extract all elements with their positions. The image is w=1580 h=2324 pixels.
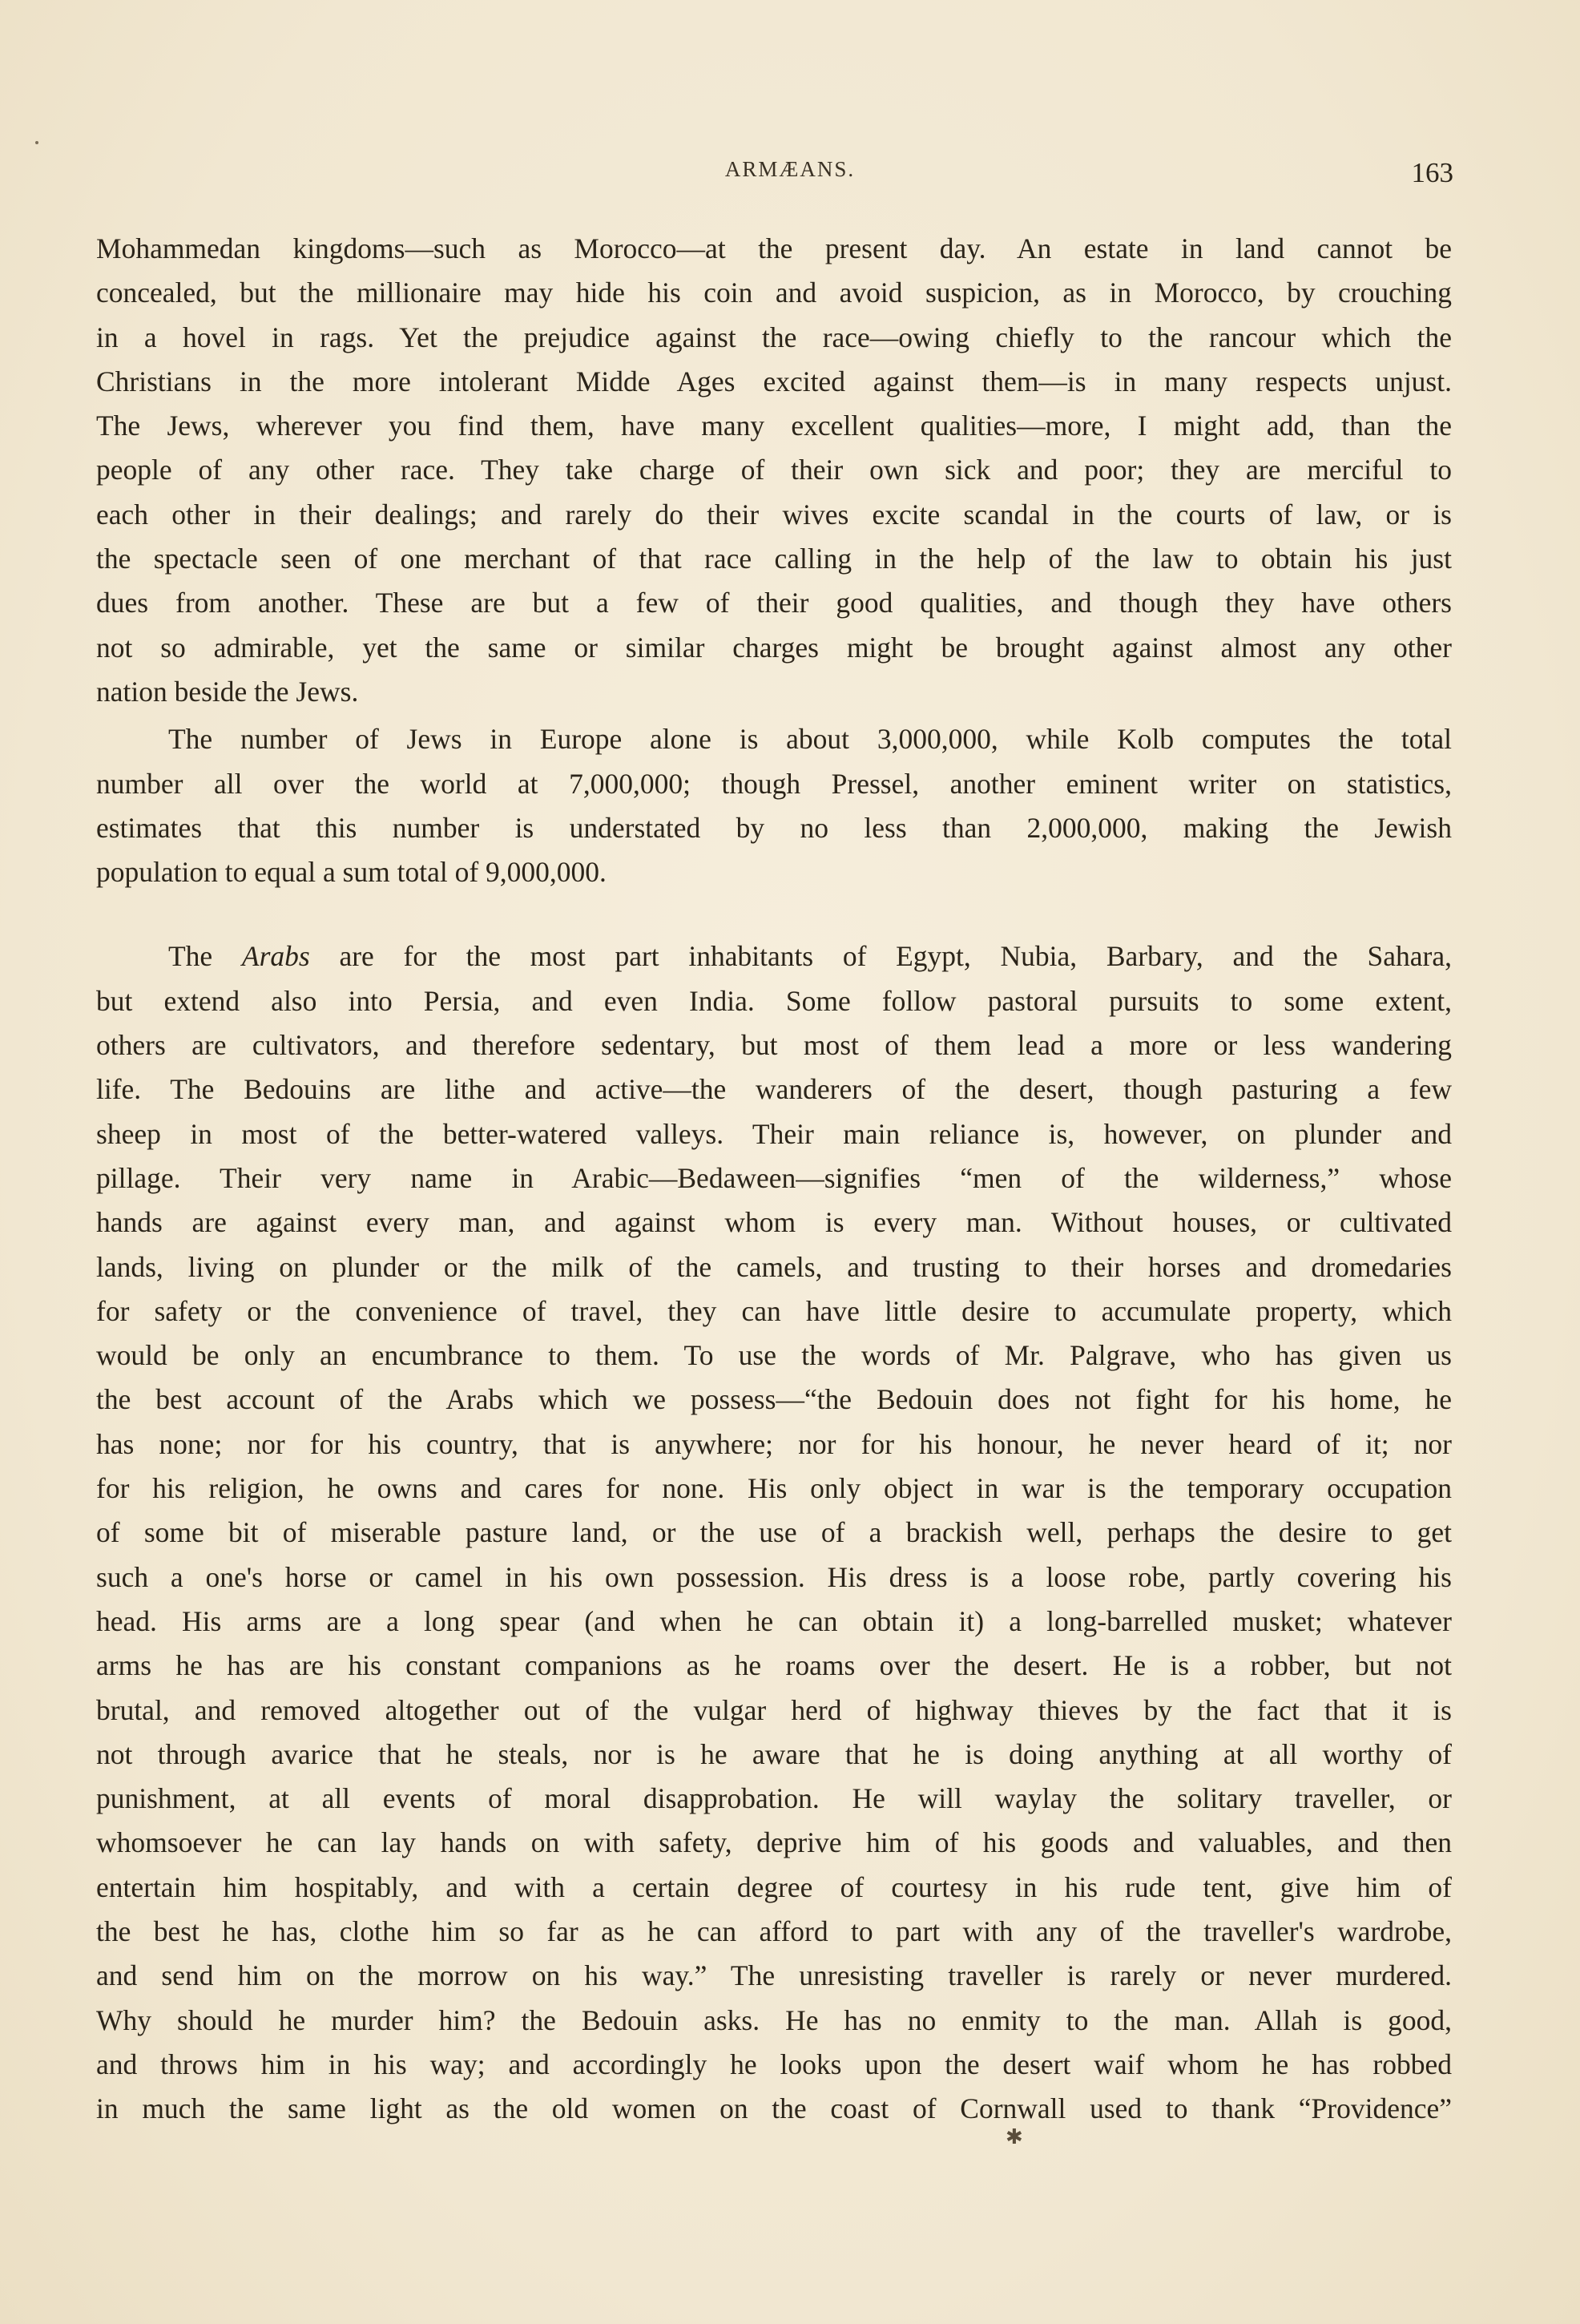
running-head: ARMÆANS.	[724, 157, 856, 181]
paragraph-3-line: the best account of the Arabs which we possess—“the Bedouin does not fight for his home, he	[96, 1383, 1452, 1416]
paragraph-3-line: head. His arms are a long spear (and when he can obtain it) a long-barrelled musket; whatever	[96, 1604, 1452, 1637]
paragraph-3-line: such a one's horse or camel in his own possession. His dress is a loose robe, partly covering his	[96, 1560, 1452, 1593]
paragraph-3-line: for safety or the convenience of travel, they can have little desire to accumulate property, which	[96, 1294, 1452, 1327]
paragraph-1-line: people of any other race. They take charge of their own sick and poor; they are merciful to	[96, 454, 1452, 486]
printer-mark-icon: ✱	[1006, 2125, 1023, 2148]
paragraph-3-line: of some bit of miserable pasture land, or the use of a brackish well, perhaps the desire to get	[96, 1516, 1452, 1549]
paragraph-1-line: concealed, but the millionaire may hide his coin and avoid suspicion, as in Morocco, by crouching	[96, 276, 1452, 309]
paragraph-3-line: and send him on the morrow on his way.” The unresisting traveller is rarely or never murdered.	[96, 1959, 1452, 1992]
body-text	[96, 227, 1452, 2131]
paragraph-2-line: number all over the world at 7,000,000; though Pressel, another eminent writer on statistics,	[96, 767, 1452, 800]
page-number: 163	[1411, 157, 1453, 188]
paragraph-1-line: the spectacle seen of one merchant of that race calling in the help of the law to obtain his just	[96, 543, 1452, 575]
paragraph-2-line: estimates that this number is understated by no less than 2,000,000, making the Jewish	[96, 811, 1452, 844]
paragraph-3-line: arms he has are his constant companions as he roams over the desert. He is a robber, but not	[96, 1649, 1452, 1682]
paragraph-3-line: but extend also into Persia, and even India. Some follow pastoral pursuits to some extent,	[96, 984, 1452, 1017]
paragraph-3-line: Why should he murder him? the Bedouin asks. He has no enmity to the man. Allah is good,	[96, 2003, 1452, 2036]
paragraph-1-line: dues from another. These are but a few of their good qualities, and though they have others	[96, 587, 1452, 619]
paragraph-1-line: Christians in the more intolerant Midde Ages excited against them—is in many respects unjust.	[96, 365, 1452, 397]
paragraph-3-line: punishment, at all events of moral disapprobation. He will waylay the solitary traveller, or	[96, 1782, 1452, 1815]
paragraph-3-line: sheep in most of the better-watered valleys. Their main reliance is, however, on plunder and	[96, 1117, 1452, 1150]
first-line-prefix: The	[168, 940, 242, 973]
paragraph-3-line: the best he has, clothe him so far as he can afford to part with any of the traveller's wardrobe,	[96, 1914, 1452, 1947]
paragraph-1-line: not so admirable, yet the same or similar charges might be brought against almost any other	[96, 631, 1452, 664]
paragraph-3-line: in much the same light as the old women on the coast of Cornwall used to thank “Providence”	[96, 2092, 1452, 2125]
paragraph-3-line: would be only an encumbrance to them. To use the words of Mr. Palgrave, who has given us	[96, 1339, 1452, 1372]
paragraph-3-line: and throws him in his way; and accordingly he looks upon the desert waif whom he has robbed	[96, 2048, 1452, 2080]
paragraph-3-line: life. The Bedouins are lithe and active—the wanderers of the desert, though pasturing a few	[96, 1073, 1452, 1106]
paragraph-3-line: brutal, and removed altogether out of the vulgar herd of highway thieves by the fact that it is	[96, 1693, 1452, 1726]
first-line-suffix: are for the most part inhabitants of Egypt, Nubia, Barbary, and the Sahara,	[309, 940, 1452, 973]
paragraph-3-line: lands, living on plunder or the milk of the camels, and trusting to their horses and dromedaries	[96, 1250, 1452, 1283]
italic-term-arabs: Arabs	[241, 940, 310, 973]
paragraph-3-line: hands are against every man, and against whom is every man. Without houses, or cultivated	[96, 1206, 1452, 1239]
paragraph-3-line: not through avarice that he steals, nor is he aware that he is doing anything at all worthy of	[96, 1737, 1452, 1770]
margin-speck	[35, 141, 38, 144]
paragraph-3-line: whomsoever he can lay hands on with safety, deprive him of his goods and valuables, and then	[96, 1826, 1452, 1859]
paragraph-3-line: for his religion, he owns and cares for none. His only object in war is the temporary occupation	[96, 1472, 1452, 1505]
paragraph-1-line: in a hovel in rags. Yet the prejudice against the race—owing chiefly to the rancour which the	[96, 321, 1452, 353]
paragraph-3-line: pillage. Their very name in Arabic—Bedaween—signifies “men of the wilderness,” whose	[96, 1161, 1452, 1194]
paragraph-2-line: population to equal a sum total of 9,000,000.	[96, 856, 607, 889]
paragraph-3-line: has none; nor for his country, that is anywhere; nor for his honour, he never heard of it; nor	[96, 1427, 1452, 1460]
paragraph-1-line: each other in their dealings; and rarely do their wives excite scandal in the courts of law, or is	[96, 498, 1452, 531]
paragraph-1-line: nation beside the Jews.	[96, 675, 359, 708]
paragraph-2-line: The number of Jews in Europe alone is about 3,000,000, while Kolb computes the total	[168, 723, 1452, 756]
paragraph-1-line: The Jews, wherever you find them, have many excellent qualities—more, I might add, than the	[96, 410, 1452, 442]
paragraph-1-line: Mohammedan kingdoms—such as Morocco—at the present day. An estate in land cannot be	[96, 232, 1452, 264]
paragraph-3-line: others are cultivators, and therefore sedentary, but most of them lead a more or less wandering	[96, 1029, 1452, 1062]
paragraph-3-first-line	[96, 934, 1452, 978]
paragraph-3-line: entertain him hospitably, and with a certain degree of courtesy in his rude tent, give him of	[96, 1870, 1452, 1903]
